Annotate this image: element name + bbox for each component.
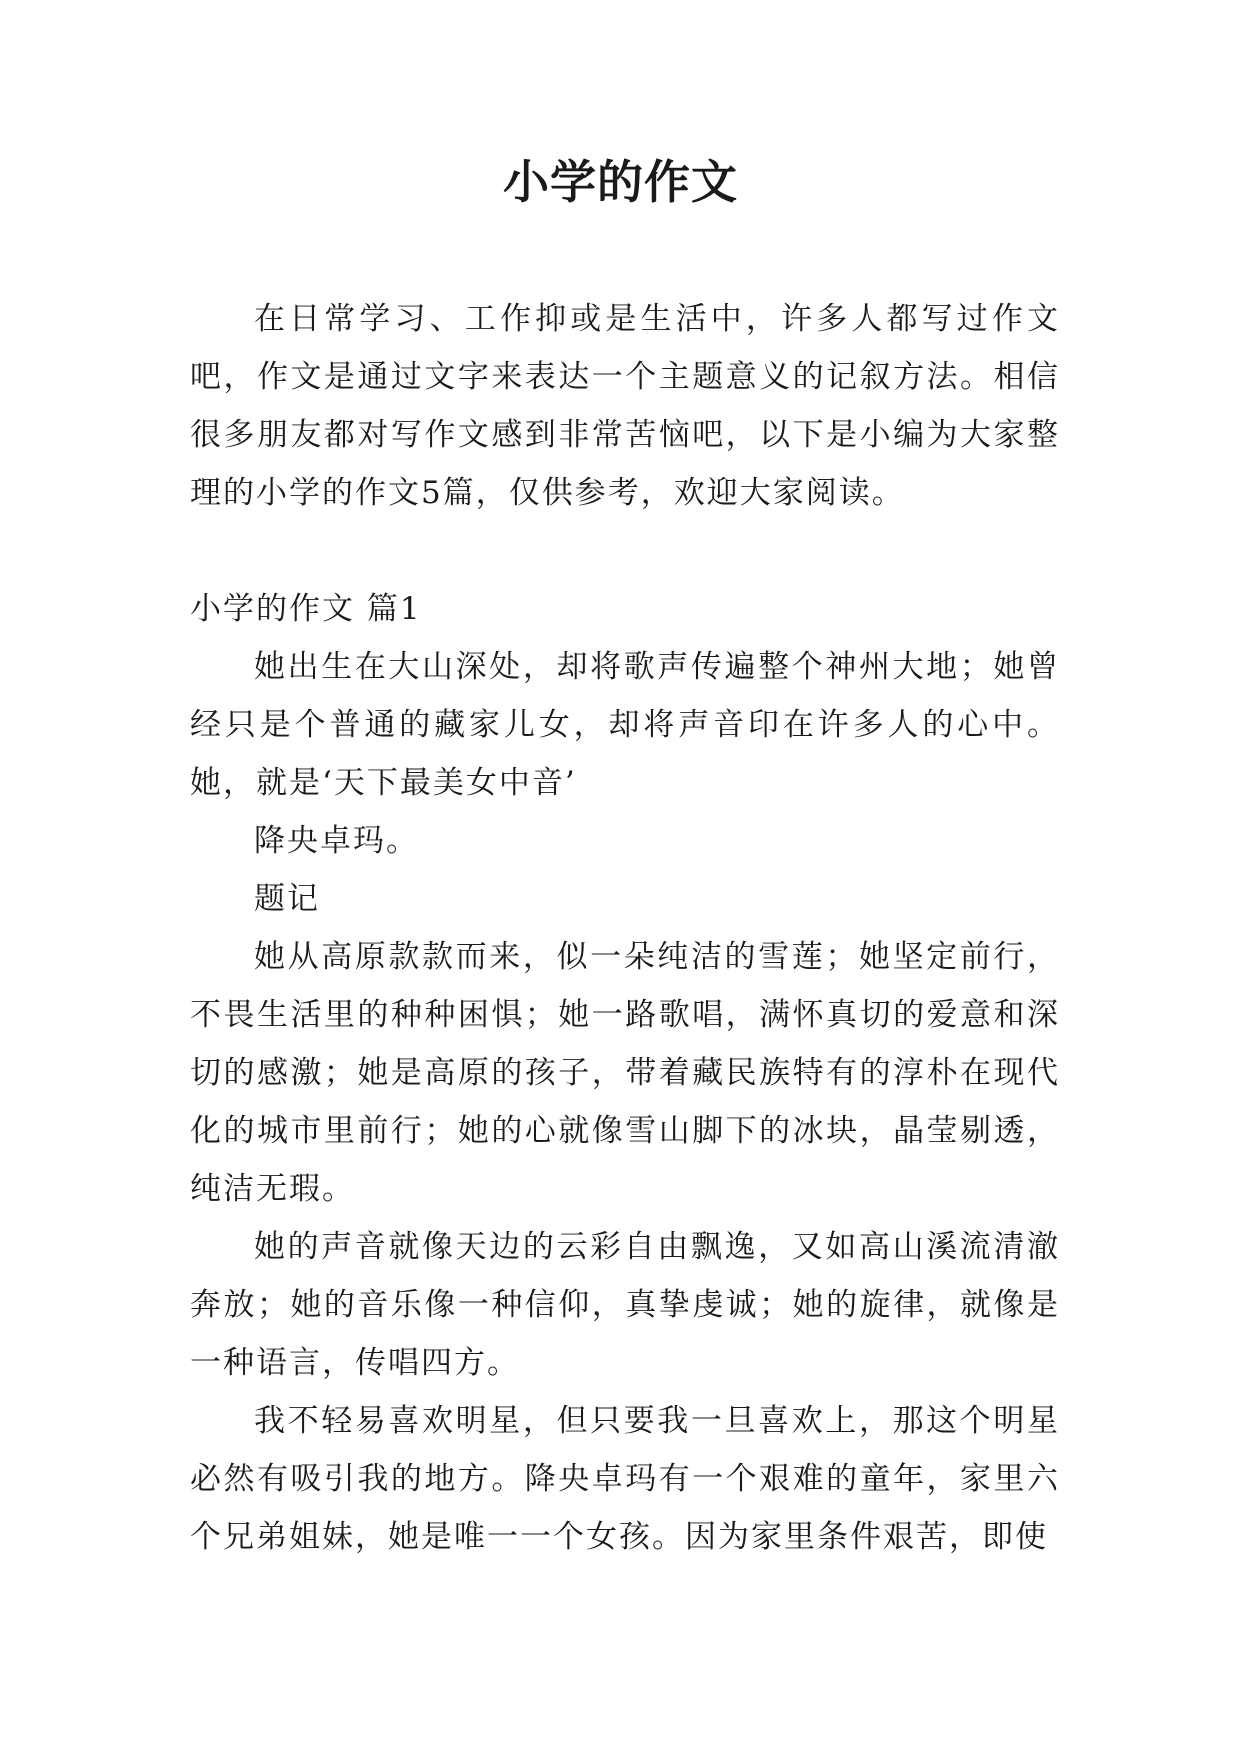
body-paragraph-1: 她出生在大山深处，却将歌声传遍整个神州大地；她曾经只是个普通的藏家儿女，却将声音印在许多人的心中。她，就是‘天下最美女中音’ [190,649,1060,801]
intro-paragraph: 在日常学习、工作抑或是生活中，许多人都写过作文吧，作文是通过文字来表达一个主题意义的记叙方法。相信很多朋友都对写作文感到非常苦恼吧，以下是小编为大家整理的小学的作文5篇，仅供参考，欢迎大家阅读。 [190,301,1060,511]
body-paragraph-6: 我不轻易喜欢明星，但只要我一旦喜欢上，那这个明星必然有吸引我的地方。降央卓玛有一个艰难的童年，家里六个兄弟姐妹，她是唯一一个女孩。因为家里条件艰苦，即使 [190,1403,1060,1555]
body-paragraph-5: 她的声音就像天边的云彩自由飘逸，又如高山溪流清澈奔放；她的音乐像一种信仰，真挚虔诚；她的旋律，就像是一种语言，传唱四方。 [190,1229,1060,1381]
section-heading: 小学的作文 篇1 [190,591,422,627]
page-title: 小学的作文 [503,155,738,209]
document-body [190,290,1060,1566]
body-paragraph-4: 她从高原款款而来，似一朵纯洁的雪莲；她坚定前行，不畏生活里的种种困惧；她一路歌唱，满怀真切的爱意和深切的感激；她是高原的孩子，带着藏民族特有的淳朴在现代化的城市里前行；她的心就像雪山脚下的冰块，晶莹剔透，纯洁无瑕。 [190,939,1060,1207]
body-paragraph-3: 题记 [254,881,320,917]
body-paragraph-2: 降央卓玛。 [254,823,419,859]
